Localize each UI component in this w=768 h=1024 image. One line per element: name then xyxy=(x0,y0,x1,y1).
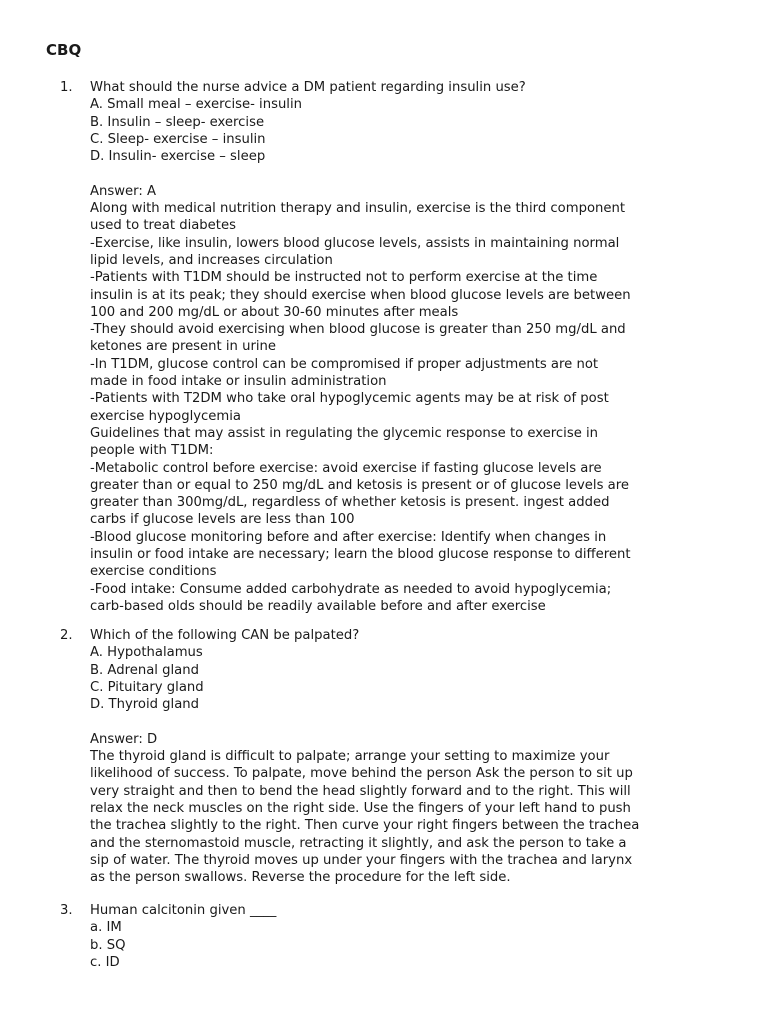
explanation-line: Along with medical nutrition therapy and insulin, exercise is the third component xyxy=(90,201,626,217)
option-c: C. Pituitary gland xyxy=(90,679,204,695)
explanation-line: ketones are present in urine xyxy=(90,339,277,355)
explanation-line: -Patients with T2DM who take oral hypoglycemic agents may be at risk of post xyxy=(90,391,609,407)
explanation-line: the trachea slightly to the right. Then curve your right fingers between the trachea xyxy=(90,818,640,834)
explanation-line: lipid levels, and increases circulation xyxy=(90,252,333,268)
explanation-line: insulin is at its peak; they should exercise when blood glucose levels are between xyxy=(90,287,631,303)
question-text: Which of the following CAN be palpated? xyxy=(90,628,360,643)
explanation-line: exercise conditions xyxy=(90,564,217,580)
explanation-line: Guidelines that may assist in regulating the glycemic response to exercise in xyxy=(90,425,599,441)
option-d: D. Thyroid gland xyxy=(90,697,200,713)
explanation-line: -Food intake: Consume added carbohydrate as needed to avoid hypoglycemia; xyxy=(90,581,612,597)
answer-block xyxy=(90,183,730,615)
option-c: c. ID xyxy=(90,954,120,970)
explanation-line: -Blood glucose monitoring before and after exercise: Identify when changes in xyxy=(90,529,607,545)
question-number: 1. xyxy=(60,80,73,95)
explanation-line: insulin or food intake are necessary; learn the blood glucose response to different xyxy=(90,547,631,563)
answer-label: Answer: A xyxy=(90,183,156,199)
explanation-line: greater than 300mg/dL, regardless of whether ketosis is present. ingest added xyxy=(90,495,610,511)
explanation-line: likelihood of success. To palpate, move behind the person Ask the person to sit up xyxy=(90,766,633,782)
question-text: Human calcitonin given ____ xyxy=(90,903,277,918)
explanation-line: exercise hypoglycemia xyxy=(90,408,242,424)
question-number: 2. xyxy=(60,628,73,643)
explanation-line: used to treat diabetes xyxy=(90,218,236,234)
answer-options xyxy=(90,644,730,713)
explanation-line: -Metabolic control before exercise: avoid exercise if fasting glucose levels are xyxy=(90,460,602,476)
explanation-line: The thyroid gland is difficult to palpate; arrange your setting to maximize your xyxy=(90,749,610,765)
explanation-line: 100 and 200 mg/dL or about 30-60 minutes after meals xyxy=(90,304,459,320)
option-b: b. SQ xyxy=(90,937,126,953)
explanation-line: relax the neck muscles on the right side. Use the fingers of your left hand to push xyxy=(90,800,631,816)
option-b: B. Adrenal gland xyxy=(90,662,199,678)
answer-options xyxy=(90,919,730,971)
explanation-line: sip of water. The thyroid moves up under your fingers with the trachea and larynx xyxy=(90,852,633,868)
explanation xyxy=(90,200,730,615)
explanation-line: greater than or equal to 250 mg/dL and ketosis is present or of glucose levels are xyxy=(90,477,629,493)
question-body xyxy=(90,627,730,886)
answer-label: Answer: D xyxy=(90,731,158,747)
option-a: A. Small meal – exercise- insulin xyxy=(90,97,302,113)
question-body xyxy=(90,79,730,615)
explanation-line: as the person swallows. Reverse the procedure for the left side. xyxy=(90,870,511,886)
question-text: What should the nurse advice a DM patient regarding insulin use? xyxy=(90,80,526,95)
explanation-line: -Exercise, like insulin, lowers blood glucose levels, assists in maintaining normal xyxy=(90,235,620,251)
explanation-line: -In T1DM, glucose control can be compromised if proper adjustments are not xyxy=(90,356,599,372)
explanation-line: very straight and then to bend the head slightly forward and to the right. This will xyxy=(90,783,631,799)
explanation-line: people with T1DM: xyxy=(90,443,214,459)
answer-block xyxy=(90,731,730,887)
answer-options xyxy=(90,96,730,165)
option-a: A. Hypothalamus xyxy=(90,645,203,661)
option-b: B. Insulin – sleep- exercise xyxy=(90,114,265,130)
question-number: 3. xyxy=(60,903,73,918)
option-d: D. Insulin- exercise – sleep xyxy=(90,149,266,165)
question-body xyxy=(90,902,730,971)
explanation-line: carb-based olds should be readily available before and after exercise xyxy=(90,598,546,614)
explanation-line: and the sternomastoid muscle, retracting it slightly, and ask the person to take a xyxy=(90,835,627,851)
document-title: CBQ xyxy=(46,41,82,59)
explanation-line: carbs if glucose levels are less than 100 xyxy=(90,512,355,528)
explanation-line: made in food intake or insulin administration xyxy=(90,374,387,390)
explanation-line: -Patients with T1DM should be instructed not to perform exercise at the time xyxy=(90,270,598,286)
explanation xyxy=(90,748,730,886)
option-a: a. IM xyxy=(90,920,122,936)
explanation-line: -They should avoid exercising when blood glucose is greater than 250 mg/dL and xyxy=(90,322,626,338)
option-c: C. Sleep- exercise – insulin xyxy=(90,131,266,147)
